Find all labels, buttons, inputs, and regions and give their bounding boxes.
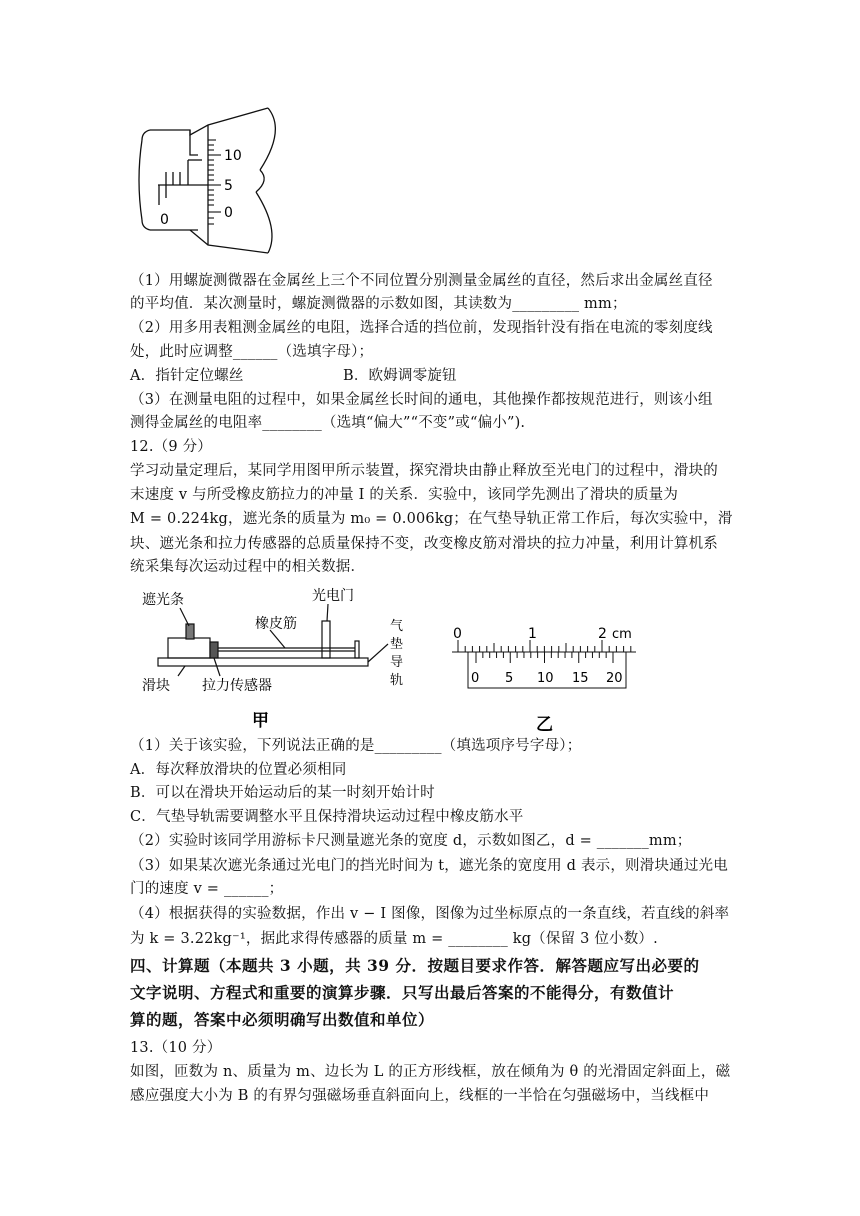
main-unit-cm: cm <box>612 627 632 642</box>
q11-option-a: A．指针定位螺丝 <box>130 368 244 384</box>
q11-option-row <box>130 366 740 386</box>
section4-heading-line1: 四、计算题（本题共 3 小题，共 39 分．按题目要求作答．解答题应写出必要的 <box>130 956 700 975</box>
vernier-label-15: 15 <box>572 671 589 686</box>
q12-heading: 12.（9 分） <box>130 439 212 455</box>
q12-intro-line5: 统采集每次运动过程中的相关数据． <box>130 559 366 575</box>
vernier-label-20: 20 <box>606 671 623 686</box>
thimble-label-10: 10 <box>224 148 242 164</box>
section4-heading-line3: 算的题，答案中必须明确写出数值和单位） <box>130 1010 435 1029</box>
label-guangdianmen: 光电门 <box>312 588 354 604</box>
q11-part3-line2: 测得金属丝的电阻率________（选填“偏大”“不变”或“偏小”). <box>130 415 526 431</box>
thimble-label-0: 0 <box>224 205 233 221</box>
q12-intro-line2: 末速度 v 与所受橡皮筋拉力的冲量 I 的关系．实验中，该同学先测出了滑块的质量为 <box>130 487 679 503</box>
q12-s4-line1: （4）根据获得的实验数据，作出 v − I 图像，图像为过坐标原点的一条直线，若直线的斜率 <box>130 906 730 922</box>
micrometer-figure <box>128 100 288 260</box>
q11-option-b: B．欧姆调零旋钮 <box>343 368 457 384</box>
vernier-label-10: 10 <box>537 671 554 686</box>
q11-part3-line1: （3）在测量电阻的过程中，如果金属丝长时间的通电，其他操作都按规范进行，则该小组 <box>130 392 713 408</box>
q11-part1-line1: （1）用螺旋测微器在金属丝上三个不同位置分别测量金属丝的直径，然后求出金属丝直径 <box>130 273 713 289</box>
apparatus-figure-jia <box>140 586 420 731</box>
q12-s3-line2: 门的速度 v = ______； <box>130 881 284 897</box>
q12-s1-option-b: B．可以在滑块开始运动后的某一时刻开始计时 <box>130 785 435 801</box>
thimble-label-5: 5 <box>224 178 233 194</box>
q11-part1-line2: 的平均值．某次测量时，螺旋测微器的示数如图，其读数为_________ mm； <box>130 296 627 312</box>
q13-line2: 感应强度大小为 B 的有界匀强磁场垂直斜面向上，线框的一半恰在匀强磁场中，当线框中 <box>130 1088 710 1104</box>
label-zheguangtiao: 遮光条 <box>142 592 184 608</box>
q13-heading: 13.（10 分） <box>130 1040 222 1056</box>
q12-s1-option-c: C．气垫导轨需要调整水平且保持滑块运动过程中橡皮筋水平 <box>130 809 524 825</box>
section4-heading-line2: 文字说明、方程式和重要的演算步骤．只写出最后答案的不能得分，有数值计 <box>130 983 675 1002</box>
q12-s4-line2: 为 k = 3.22kg⁻¹，据此求得传感器的质量 m = ________ kg（保留 3 位小数）. <box>130 931 658 947</box>
sleeve-label-0: 0 <box>160 212 169 228</box>
label-qidian-1: 气 <box>390 619 404 634</box>
label-xiangpijin: 橡皮筋 <box>255 616 297 632</box>
q11-part2-line2: 处，此时应调整______（选填字母）； <box>130 344 374 360</box>
main-label-2: 2 <box>598 626 607 642</box>
caption-jia: 甲 <box>252 711 269 731</box>
vernier-scale-ticks <box>476 652 613 663</box>
q12-intro-line3: M = 0.224kg，遮光条的质量为 m₀ = 0.006kg；在气垫导轨正常工作后，每次实验中，滑 <box>130 511 733 527</box>
q12-s1-option-a: A．每次释放滑块的位置必须相同 <box>130 762 347 778</box>
q12-s1: （1）关于该实验，下列说法正确的是_________（填选项序号字母）； <box>130 738 582 754</box>
q11-part2-line1: （2）用多用表粗测金属丝的电阻，选择合适的挡位前，发现指针没有指在电流的零刻度线 <box>130 320 713 336</box>
q12-s3-line1: （3）如果某次遮光条通过光电门的挡光时间为 t，遮光条的宽度用 d 表示，则滑块通过光电 <box>130 858 728 874</box>
vernier-figure-yi <box>446 620 646 735</box>
thimble-scale <box>208 140 221 224</box>
q12-s2: （2）实验时该同学用游标卡尺测量遮光条的宽度 d，示数如图乙，d = _______mm； <box>130 833 692 849</box>
q12-intro-line4: 块、遮光条和拉力传感器的总质量保持不变，改变橡皮筋对滑块的拉力冲量，利用计算机系 <box>130 536 718 552</box>
label-qidian-3: 导 <box>390 655 404 670</box>
label-qidian-2: 垫 <box>390 637 404 652</box>
vernier-label-0: 0 <box>471 671 480 686</box>
q12-intro-line1: 学习动量定理后，某同学用图甲所示装置，探究滑块由静止释放至光电门的过程中，滑块的 <box>130 463 718 479</box>
main-label-0: 0 <box>453 626 462 642</box>
caption-yi: 乙 <box>536 715 553 735</box>
label-qidian-4: 轨 <box>390 673 404 688</box>
main-label-1: 1 <box>528 626 537 642</box>
vernier-label-5: 5 <box>505 671 514 686</box>
q13-line1: 如图，匝数为 n、质量为 m、边长为 L 的正方形线框，放在倾角为 θ 的光滑固定斜面上，磁 <box>130 1064 731 1080</box>
label-lali-chuanganqi: 拉力传感器 <box>202 678 272 694</box>
label-huakuai: 滑块 <box>142 678 170 694</box>
